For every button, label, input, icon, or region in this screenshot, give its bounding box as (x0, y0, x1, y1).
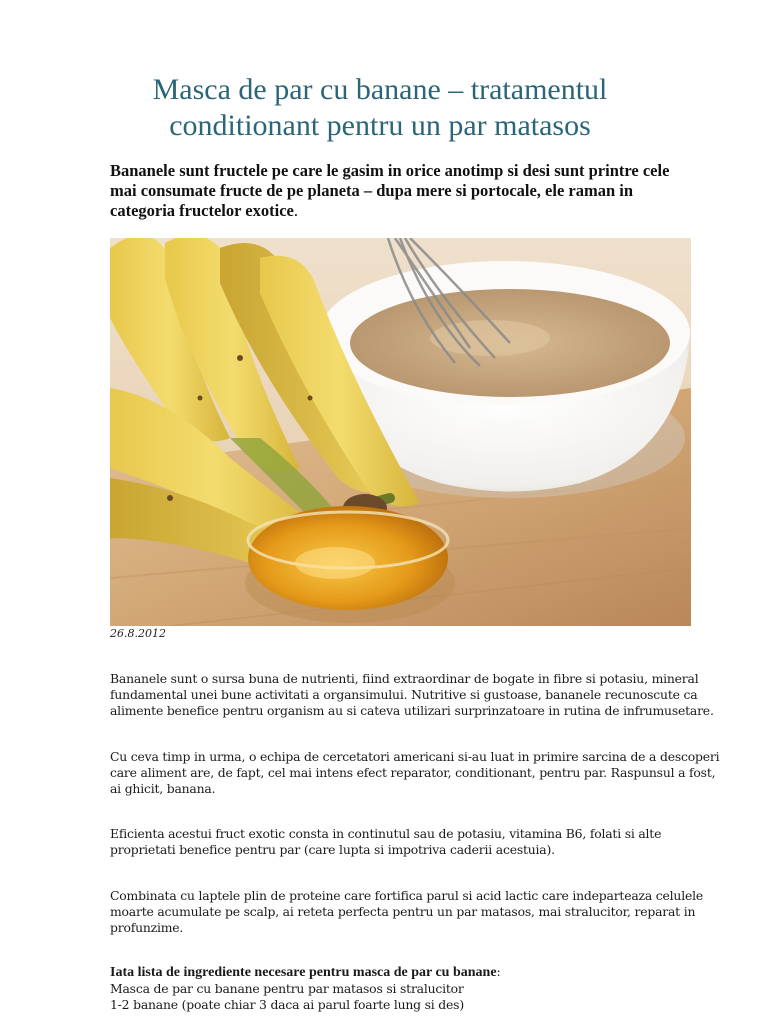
photo-illustration (110, 238, 691, 626)
ingredient-item: 1-2 banane (poate chiar 3 daca ai parul foarte lung si des) (110, 997, 464, 1012)
ingredients-subtitle: Masca de par cu banane pentru par matasos si stralucitor (110, 981, 464, 996)
ingredients-section (110, 964, 730, 1013)
ingredients-heading-line (110, 964, 730, 981)
article-paragraph: Combinata cu laptele plin de proteine care fortifica parul si acid lactic care indeparteaza celulele moarte acumulate pe scalp, ai reteta perfecta pentru un par matasos, mai stralucitor, reparat in profunzime. (110, 888, 703, 935)
article-paragraph: Cu ceva timp in urma, o echipa de cercetatori americani si-au luat in primire sarcina de a descoperi care aliment are, de fapt, cel mai intens efect reparator, conditionant, pentru par. Raspunsul a fost, ai ghicit, banana. (110, 749, 720, 796)
ingredients-heading: Iata lista de ingrediente necesare pentru masca de par cu banane (110, 965, 497, 980)
lead-period: . (293, 201, 298, 220)
lead-text: Bananele sunt fructele pe care le gasim in orice anotimp si desi sunt printre cele mai consumate fructe de pe planeta – dupa mere si portocale, ele raman in categoria fructelor exotice (110, 161, 670, 220)
ingredients-heading-colon: : (496, 964, 501, 979)
banana-honey-bowl-photo (110, 238, 691, 626)
article-title: Masca de par cu banane – tratamentul conditionant pentru un par matasos (152, 73, 608, 142)
article-date: 26.8.2012 (110, 627, 166, 640)
article-paragraph: Bananele sunt o sursa buna de nutrienti, fiind extraordinar de bogate in fibre si potasiu, mineral fundamental unei bune activitati a organsimului. Nutritive si gustoase, bananele recunoscute ca alimente benefice pentru organism au si cateva utilizari surprinzatoare in rutina de infrumusetare. (110, 671, 714, 718)
article-paragraph: Eficienta acestui fruct exotic consta in continutul sau de potasiu, vitamina B6, folati si alte proprietati benefice pentru par (care lupta si impotriva caderii acestuia). (110, 826, 662, 857)
article-lead (110, 161, 700, 221)
